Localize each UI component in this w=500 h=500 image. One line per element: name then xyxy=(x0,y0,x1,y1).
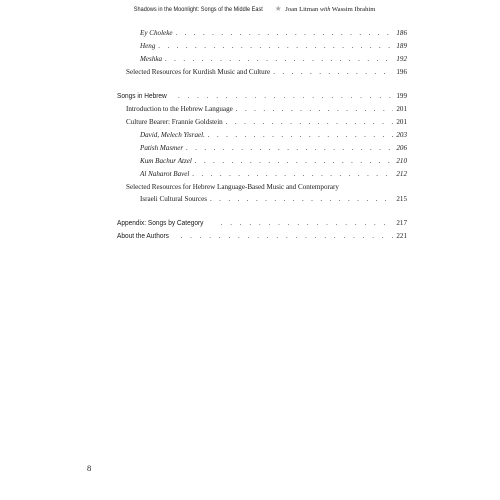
toc-entry-title: Heng xyxy=(140,42,156,50)
toc-entry-page: 221 xyxy=(396,232,407,240)
toc-entry-page: 203 xyxy=(396,131,407,139)
toc-entry-page: 206 xyxy=(396,144,407,152)
running-header xyxy=(0,4,500,13)
toc-entry-title: Selected Resources for Kurdish Music and Culture xyxy=(126,68,271,76)
toc-entry-kurdish-resources[interactable] xyxy=(126,68,407,76)
toc-entry-heng[interactable] xyxy=(140,42,407,50)
dot-leader xyxy=(186,144,393,152)
toc-entry-hebrew-resources-line1[interactable]: Selected Resources for Hebrew Language-Based Music and Contemporary xyxy=(126,183,339,191)
dot-leader xyxy=(158,42,393,50)
toc-entry-page: 210 xyxy=(396,157,407,165)
toc-section-about-authors[interactable] xyxy=(117,231,407,240)
dot-leader xyxy=(178,93,394,100)
header-book-title: Shadows in the Moonlight: Songs of the Middle East xyxy=(133,6,263,13)
toc-entry-page: 212 xyxy=(396,170,407,178)
header-author-2: Wassim Ibrahim xyxy=(331,6,376,13)
toc-entry-title: Israeli Cultural Sources xyxy=(140,195,207,203)
toc-entry-al-naharot-bavel[interactable] xyxy=(140,170,407,178)
toc-entry-title: Culture Bearer: Frannie Goldstein xyxy=(126,118,223,126)
toc-entry-david-melech-yisrael[interactable] xyxy=(140,131,407,139)
dot-leader xyxy=(210,195,393,203)
toc-section-title: Appendix: Songs by Category xyxy=(117,218,204,227)
toc-entry-kum-bachur-atzel[interactable] xyxy=(140,157,407,165)
toc-entry-hebrew-intro[interactable] xyxy=(126,105,407,113)
toc-entry-page: 201 xyxy=(396,105,407,113)
toc-entry-hebrew-resources[interactable] xyxy=(140,195,407,203)
dot-leader xyxy=(226,118,394,126)
toc-entry-title: Meshka xyxy=(140,55,163,63)
header-authors xyxy=(285,6,375,13)
toc-entry-ey-choleke[interactable] xyxy=(140,29,407,37)
toc-entry-page: 186 xyxy=(396,29,407,37)
header-author-1: Joan Litman xyxy=(285,6,319,13)
toc-entry-page: 192 xyxy=(396,55,407,63)
toc-section-title: Songs in Hebrew xyxy=(117,91,167,100)
toc-entry-title: Patish Masmer xyxy=(140,144,184,152)
toc-entry-page: 215 xyxy=(396,195,407,203)
toc-entry-page: 196 xyxy=(396,68,407,76)
dot-leader xyxy=(180,233,393,240)
toc-entry-page: 201 xyxy=(396,118,407,126)
toc-section-title: About the Authors xyxy=(117,231,169,240)
toc-entry-title: Al Naharot Bavel xyxy=(140,170,190,178)
dot-leader xyxy=(236,105,394,113)
toc-entry-patish-masmer[interactable] xyxy=(140,144,407,152)
page-number: 8 xyxy=(87,463,92,473)
toc-entry-title: Introduction to the Hebrew Language xyxy=(126,105,233,113)
toc-entry-title: Ey Choleke xyxy=(140,29,173,37)
dot-leader xyxy=(208,131,393,139)
toc-entry-title: David, Melech Yisrael. xyxy=(140,131,205,139)
dot-leader xyxy=(195,157,393,165)
header-with: with xyxy=(319,7,331,13)
toc-entry-title: Kum Bachur Atzel xyxy=(140,157,192,165)
toc-entry-page: 199 xyxy=(396,92,407,100)
dot-leader xyxy=(220,220,393,227)
toc-section-songs-in-hebrew[interactable] xyxy=(117,91,407,100)
dot-leader xyxy=(165,55,393,63)
toc-section-appendix[interactable] xyxy=(117,218,407,227)
toc-entry-meshka[interactable] xyxy=(140,55,407,63)
star-icon: ★ xyxy=(274,4,282,13)
toc-entry-page: 189 xyxy=(396,42,407,50)
toc-entry-culture-bearer[interactable] xyxy=(126,118,407,126)
dot-leader xyxy=(273,68,393,76)
toc-entry-page: 217 xyxy=(396,219,407,227)
dot-leader xyxy=(176,29,394,37)
dot-leader xyxy=(192,170,393,178)
